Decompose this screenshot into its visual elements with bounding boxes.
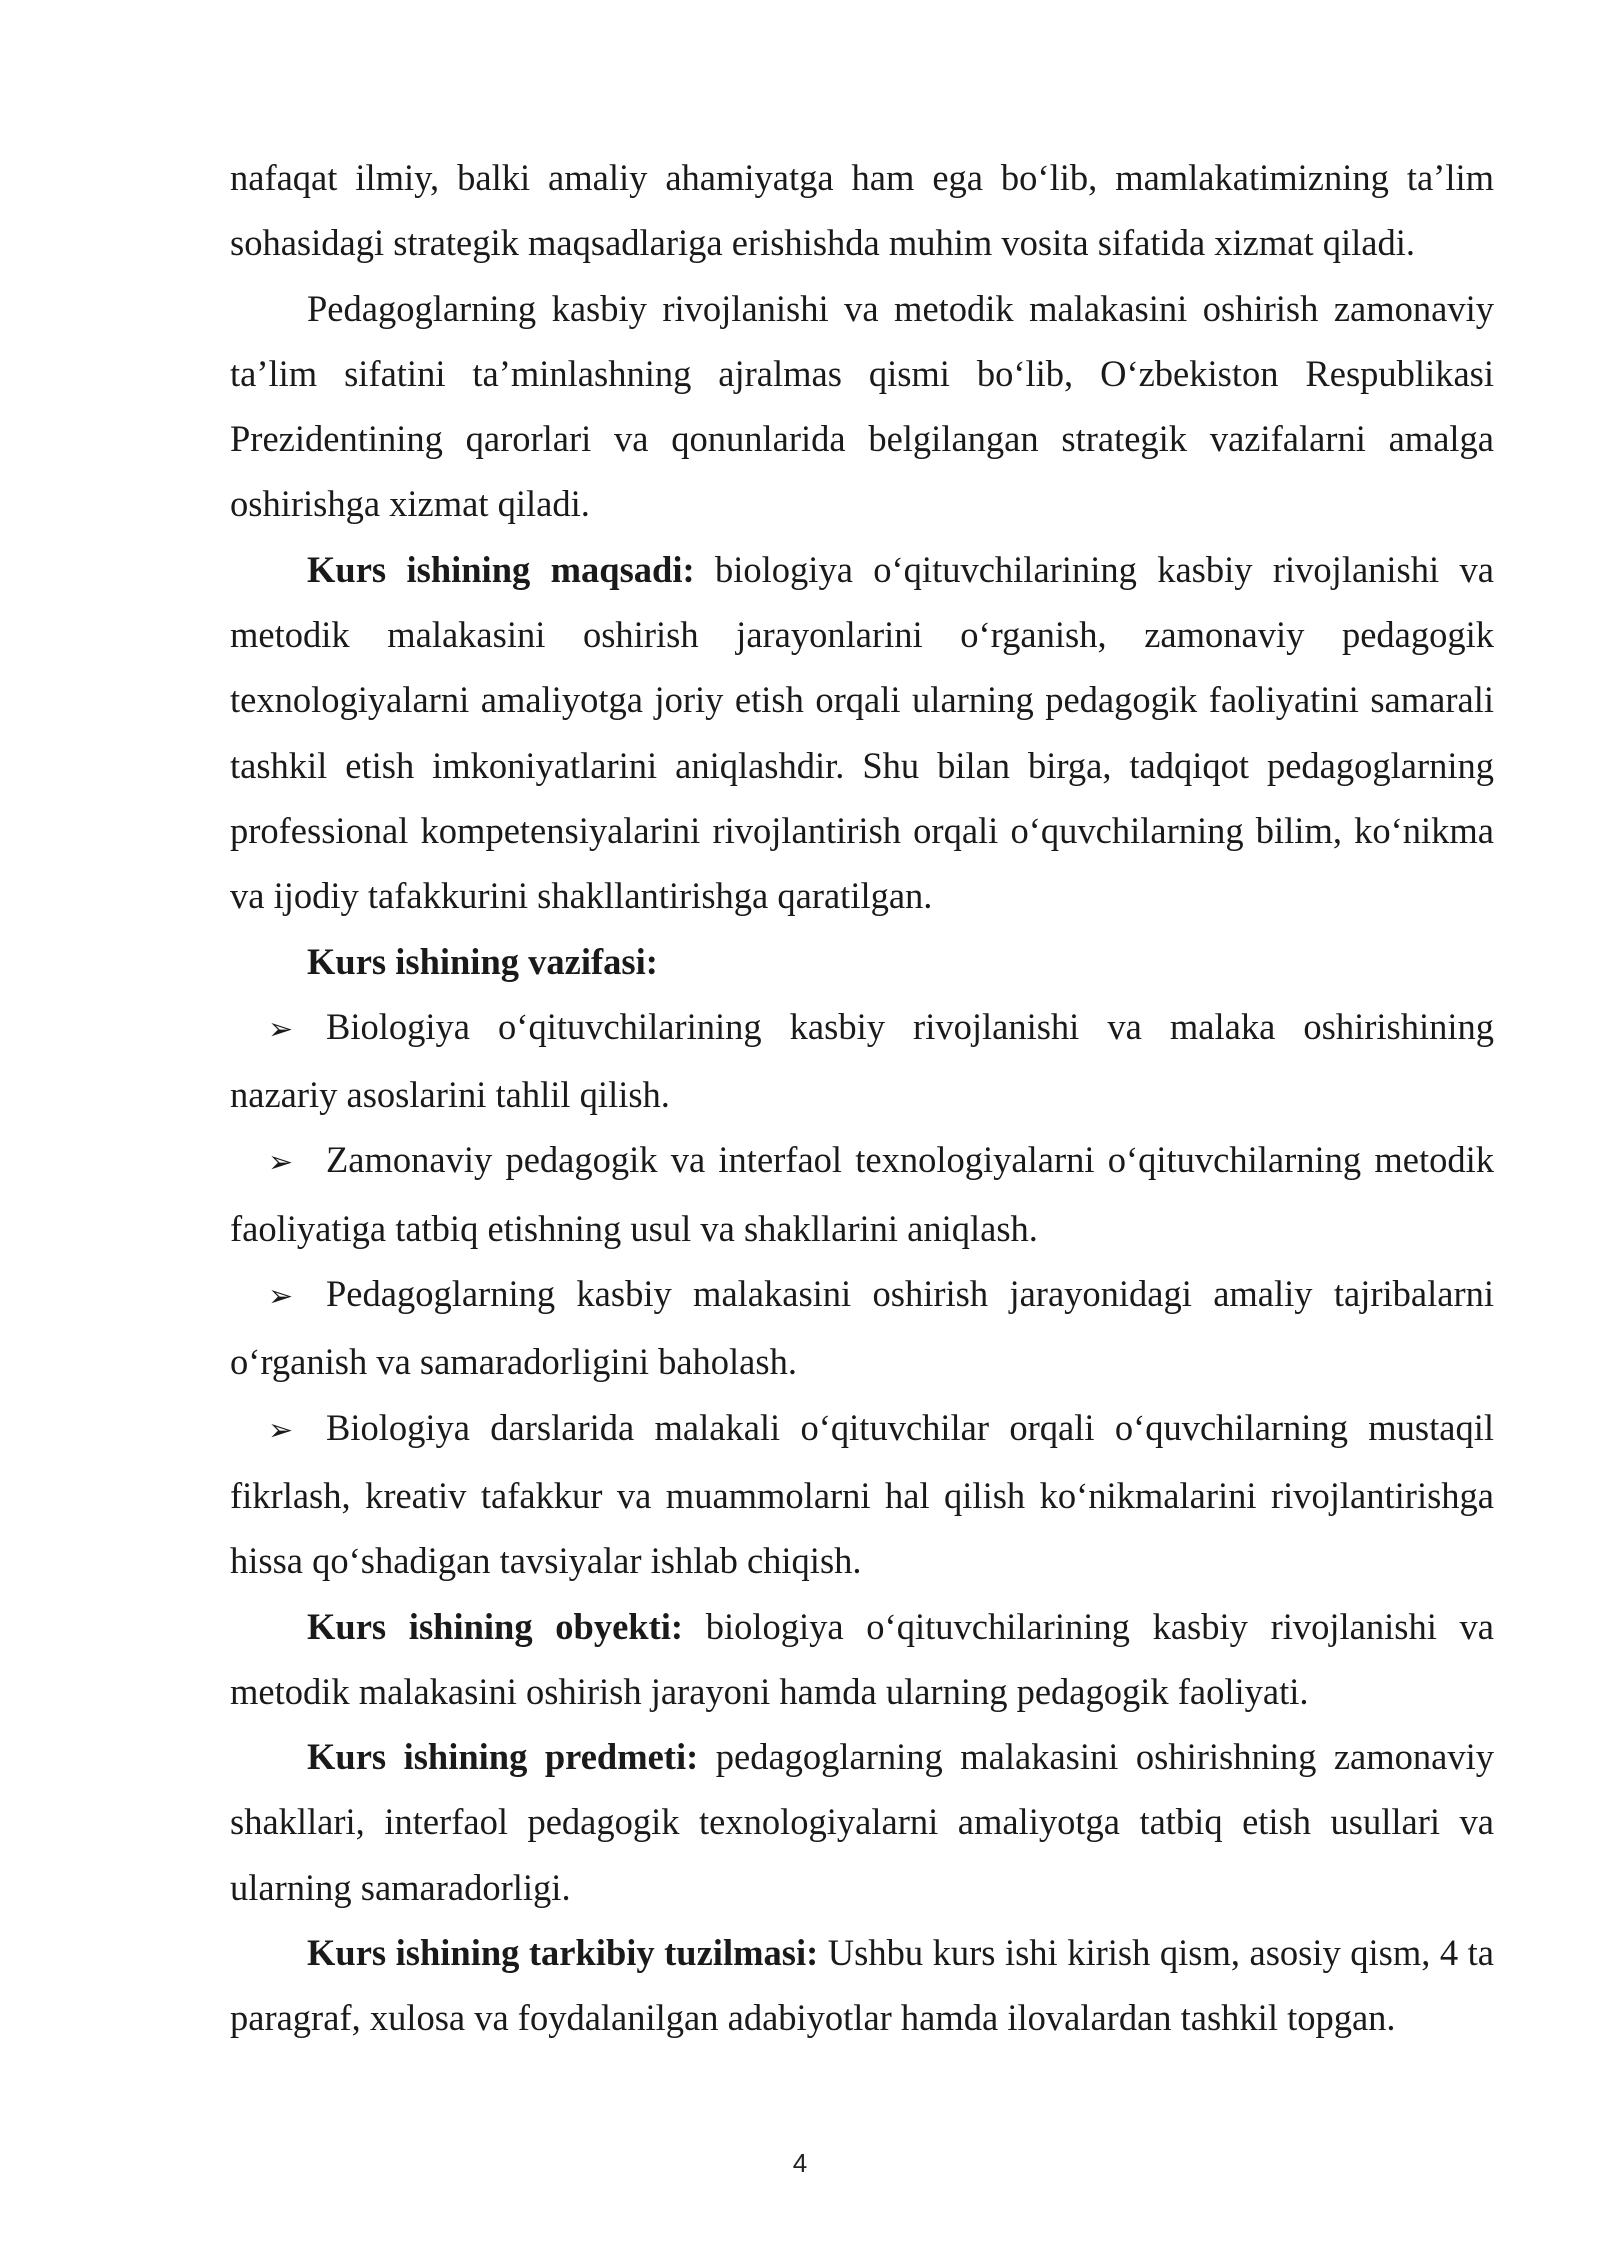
paragraph-intro: Pedagoglarning kasbiy rivojlanishi va metodik malakasini oshirish zamonaviy ta’lim sifatini ta’minlashning ajralmas qismi bo‘lib, O‘zbekiston Respublikasi Prezidentining qarorlari va qonunlarida belgilangan strategik vazifalarni amalga oshirishga xizmat qiladi. [230,287,1494,525]
goal-text: biologiya o‘qituvchilarining kasbiy rivojlanishi va metodik malakasini oshirish jarayonlarini o‘rganish, zamonaviy pedagogik texnologiyalarni amaliyotga joriy etish orqali ularning pedagogik faoliyatini samarali tashkil etish imkoniyatlarini aniqlashdir. Shu bilan birga, tadqiqot pedagoglarning professional kompetensiyalarini rivojlantirish orqali o‘quvchilarning bilim, ko‘nikma va ijodiy tafakkurini shakllantirishga qaratilgan. [230,548,1494,917]
tasks-heading [230,929,1494,994]
page-number: 4 [792,2148,808,2178]
object-paragraph [230,1594,1494,1725]
arrow-bullet-icon: ➢ [268,1279,294,1315]
arrow-bullet-icon: ➢ [268,1011,294,1047]
subject-paragraph [230,1724,1494,1920]
arrow-bullet-icon: ➢ [268,1145,294,1181]
paragraph-continuation: nafaqat ilmiy, balki amaliy ahamiyatga ham ega bo‘lib, mamlakatimizning ta’lim sohasidagi strategik maqsadlariga erishishda muhim vosita sifatida xizmat qiladi. [230,157,1494,264]
page-body [230,145,1494,2051]
task-item-text: Pedagoglarning kasbiy malakasini oshirish jarayonidagi amaliy tajribalarni o‘rganish va samaradorligini baholash. [230,1273,1494,1383]
task-item [230,1395,1494,1594]
goal-paragraph [230,537,1494,929]
task-item [230,1261,1494,1395]
goal-term: Kurs ishining maqsadi: [307,548,695,590]
task-item-text: Biologiya o‘qituvchilarining kasbiy rivojlanishi va malaka oshirishining nazariy asoslarini tahlil qilish. [230,1005,1494,1116]
object-term: Kurs ishining obyekti: [307,1605,684,1647]
structure-text: Ushbu kurs ishi kirish qism, asosiy qism, 4 ta paragraf, xulosa va foydalanilgan adabiyotlar hamda ilovalardan tashkil topgan. [230,1932,1494,2039]
object-text: biologiya o‘qituvchilarining kasbiy rivojlanishi va metodik malakasini oshirish jarayoni hamda ularning pedagogik faoliyati. [230,1605,1494,1712]
task-item-text: Biologiya darslarida malakali o‘qituvchilar orqali o‘quvchilarning mustaqil fikrlash, kreativ tafakkur va muammolarni hal qilish ko‘nikmalarini rivojlantirishga hissa qo‘shadigan tavsiyalar ishlab chiqish. [230,1406,1494,1582]
tasks-heading-text: Kurs ishining vazifasi: [307,940,658,982]
task-item [230,994,1494,1128]
arrow-bullet-icon: ➢ [268,1412,294,1448]
structure-paragraph [230,1920,1494,2051]
task-item-text: Zamonaviy pedagogik va interfaol texnologiyalarni o‘qituvchilarning metodik faoliyatiga tatbiq etishning usul va shakllarini aniqlash. [230,1139,1494,1249]
subject-text: pedagoglarning malakasini oshirishning zamonaviy shakllari, interfaol pedagogik texnologiyalarni amaliyotga tatbiq etish usullari va ularning samaradorligi. [230,1736,1494,1908]
structure-term: Kurs ishining tarkibiy tuzilmasi: [307,1932,819,1974]
subject-term: Kurs ishining predmeti: [307,1736,699,1778]
task-item [230,1127,1494,1261]
